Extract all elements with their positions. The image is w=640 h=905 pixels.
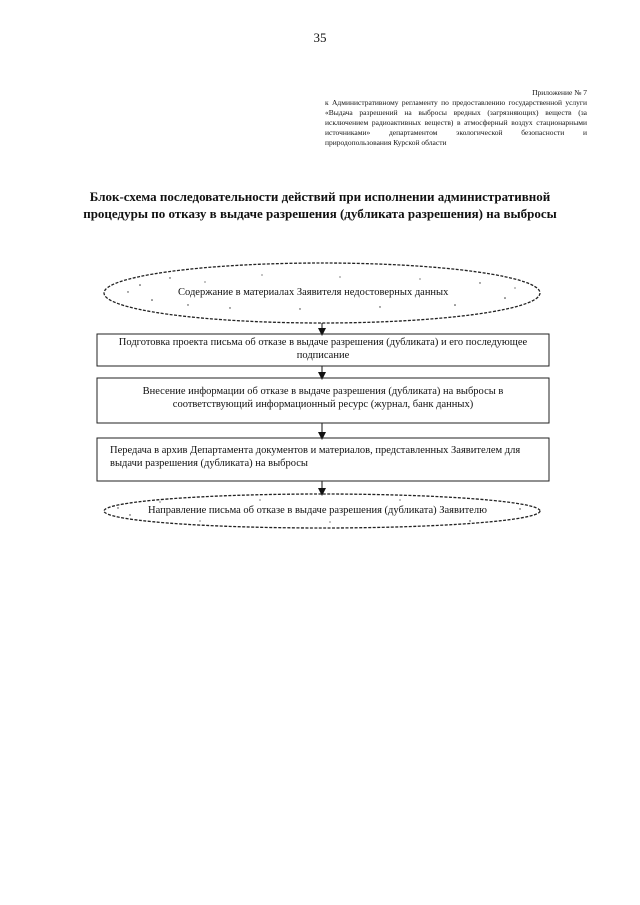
step2-label: Внесение информации об отказе в выдаче разрешения (дубликата) на выбросы в соответствующий информационный ресурс (журнал, банк данных) [142,386,504,410]
start-node-label: Содержание в материалах Заявителя недостоверных данных [178,287,449,298]
page-number: 35 [313,30,327,45]
document-title: Блок-схема последовательности действий при исполнении административной процедуры по отказу в выдаче разрешения (дубликата разрешения) на выбросы [83,189,557,221]
step1-label: Подготовка проекта письма об отказе в выдаче разрешения (дубликата) и его последующее подписание [118,337,528,361]
appendix-text: к Административному регламенту по предоставлению государственной услуги «Выдача разрешений на выбросы вредных (загрязняющих) веществ (за исключением радиоактивных веществ) в атмосферный воздух стационарными источниками» департаментом экологической безопасности и природопользования Курской области [325,98,587,147]
end-node-label: Направление письма об отказе в выдаче разрешения (дубликата) Заявителю [148,505,487,516]
step3-label: Передача в архив Департамента документов и материалов, представленных Заявителем для выдачи разрешения (дубликата) на выбросы [110,445,521,469]
appendix-number: Приложение № 7 [532,88,587,97]
